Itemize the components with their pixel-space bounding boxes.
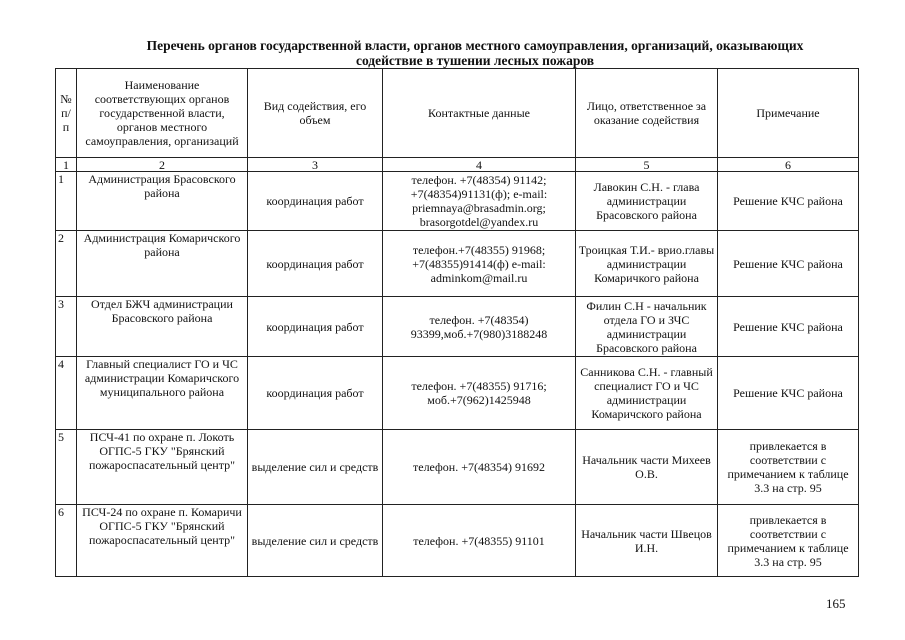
header-number: № п/п <box>56 69 77 158</box>
table-row <box>56 231 859 297</box>
column-index: 1 <box>56 158 77 172</box>
header-responsible-person: Лицо, ответственное за оказание содействия <box>576 69 718 158</box>
responsible-person-cell: Начальник части Швецов И.Н. <box>576 505 718 577</box>
organization-cell: Главный специалист ГО и ЧС администрации Комаричского муниципального района <box>77 357 248 430</box>
organization-cell: Администрация Брасовского района <box>77 172 248 231</box>
table-row <box>56 172 859 231</box>
assistance-type-cell: координация работ <box>248 297 383 357</box>
column-index: 6 <box>718 158 859 172</box>
responsible-person-cell: Троицкая Т.И.- врио.главы администрации Комаричкого района <box>576 231 718 297</box>
column-index: 5 <box>576 158 718 172</box>
contacts-cell: телефон. +7(48355) 91101 <box>383 505 576 577</box>
assistance-type-cell: координация работ <box>248 357 383 430</box>
table-row <box>56 357 859 430</box>
responsible-person-cell: Лавокин С.Н. - глава администрации Брасовского района <box>576 172 718 231</box>
header-assistance-type: Вид содействия, его объем <box>248 69 383 158</box>
assistance-type-cell: координация работ <box>248 172 383 231</box>
header-note: Примечание <box>718 69 859 158</box>
column-index: 4 <box>383 158 576 172</box>
organization-cell: Администрация Комаричского района <box>77 231 248 297</box>
table-header-row <box>56 69 859 158</box>
column-index-row <box>56 158 859 172</box>
table-row <box>56 297 859 357</box>
organization-cell: ПСЧ-41 по охране п. Локоть ОГПС-5 ГКУ "Брянский пожароспасательный центр" <box>77 430 248 505</box>
column-index: 3 <box>248 158 383 172</box>
contacts-cell: телефон. +7(48355) 91716; моб.+7(962)1425948 <box>383 357 576 430</box>
title-line-1: Перечень органов государственной власти, органов местного самоуправления, организаций, оказывающих <box>146 38 804 53</box>
table-row <box>56 505 859 577</box>
row-number: 1 <box>56 172 77 231</box>
assistance-type-cell: координация работ <box>248 231 383 297</box>
table-row <box>56 430 859 505</box>
title-line-2: содействие в тушении лесных пожаров <box>355 53 595 68</box>
row-number: 5 <box>56 430 77 505</box>
assistance-table <box>55 68 859 577</box>
assistance-type-cell: выделение сил и средств <box>248 505 383 577</box>
responsible-person-cell: Санникова С.Н. - главный специалист ГО и ЧС администрации Комаричского района <box>576 357 718 430</box>
row-number: 6 <box>56 505 77 577</box>
note-cell: Решение КЧС района <box>718 172 859 231</box>
contacts-cell: телефон.+7(48355) 91968; +7(48355)91414(ф) e-mail: adminkom@mail.ru <box>383 231 576 297</box>
column-index: 2 <box>77 158 248 172</box>
header-organization: Наименование соответствующих органов государственной власти, органов местного самоуправления, организаций <box>77 69 248 158</box>
organization-cell: Отдел БЖЧ администрации Брасовского района <box>77 297 248 357</box>
row-number: 3 <box>56 297 77 357</box>
row-number: 2 <box>56 231 77 297</box>
note-cell: Решение КЧС района <box>718 357 859 430</box>
note-cell: привлекается в соответствии с примечанием к таблице 3.3 на стр. 95 <box>718 505 859 577</box>
document-title <box>95 38 855 68</box>
contacts-cell: телефон. +7(48354) 93399,моб.+7(980)3188248 <box>383 297 576 357</box>
responsible-person-cell: Начальник части Михеев О.В. <box>576 430 718 505</box>
header-contacts: Контактные данные <box>383 69 576 158</box>
organization-cell: ПСЧ-24 по охране п. Комаричи ОГПС-5 ГКУ "Брянский пожароспасательный центр" <box>77 505 248 577</box>
note-cell: Решение КЧС района <box>718 231 859 297</box>
page-number: 165 <box>826 596 846 611</box>
note-cell: Решение КЧС района <box>718 297 859 357</box>
row-number: 4 <box>56 357 77 430</box>
contacts-cell: телефон. +7(48354) 91692 <box>383 430 576 505</box>
contacts-cell: телефон. +7(48354) 91142; +7(48354)91131(ф); e-mail: priemnaya@brasadmin.org; brasorgotdel@yandex.ru <box>383 172 576 231</box>
note-cell: привлекается в соответствии с примечанием к таблице 3.3 на стр. 95 <box>718 430 859 505</box>
assistance-type-cell: выделение сил и средств <box>248 430 383 505</box>
responsible-person-cell: Филин С.Н - начальник отдела ГО и ЗЧС администрации Брасовского района <box>576 297 718 357</box>
